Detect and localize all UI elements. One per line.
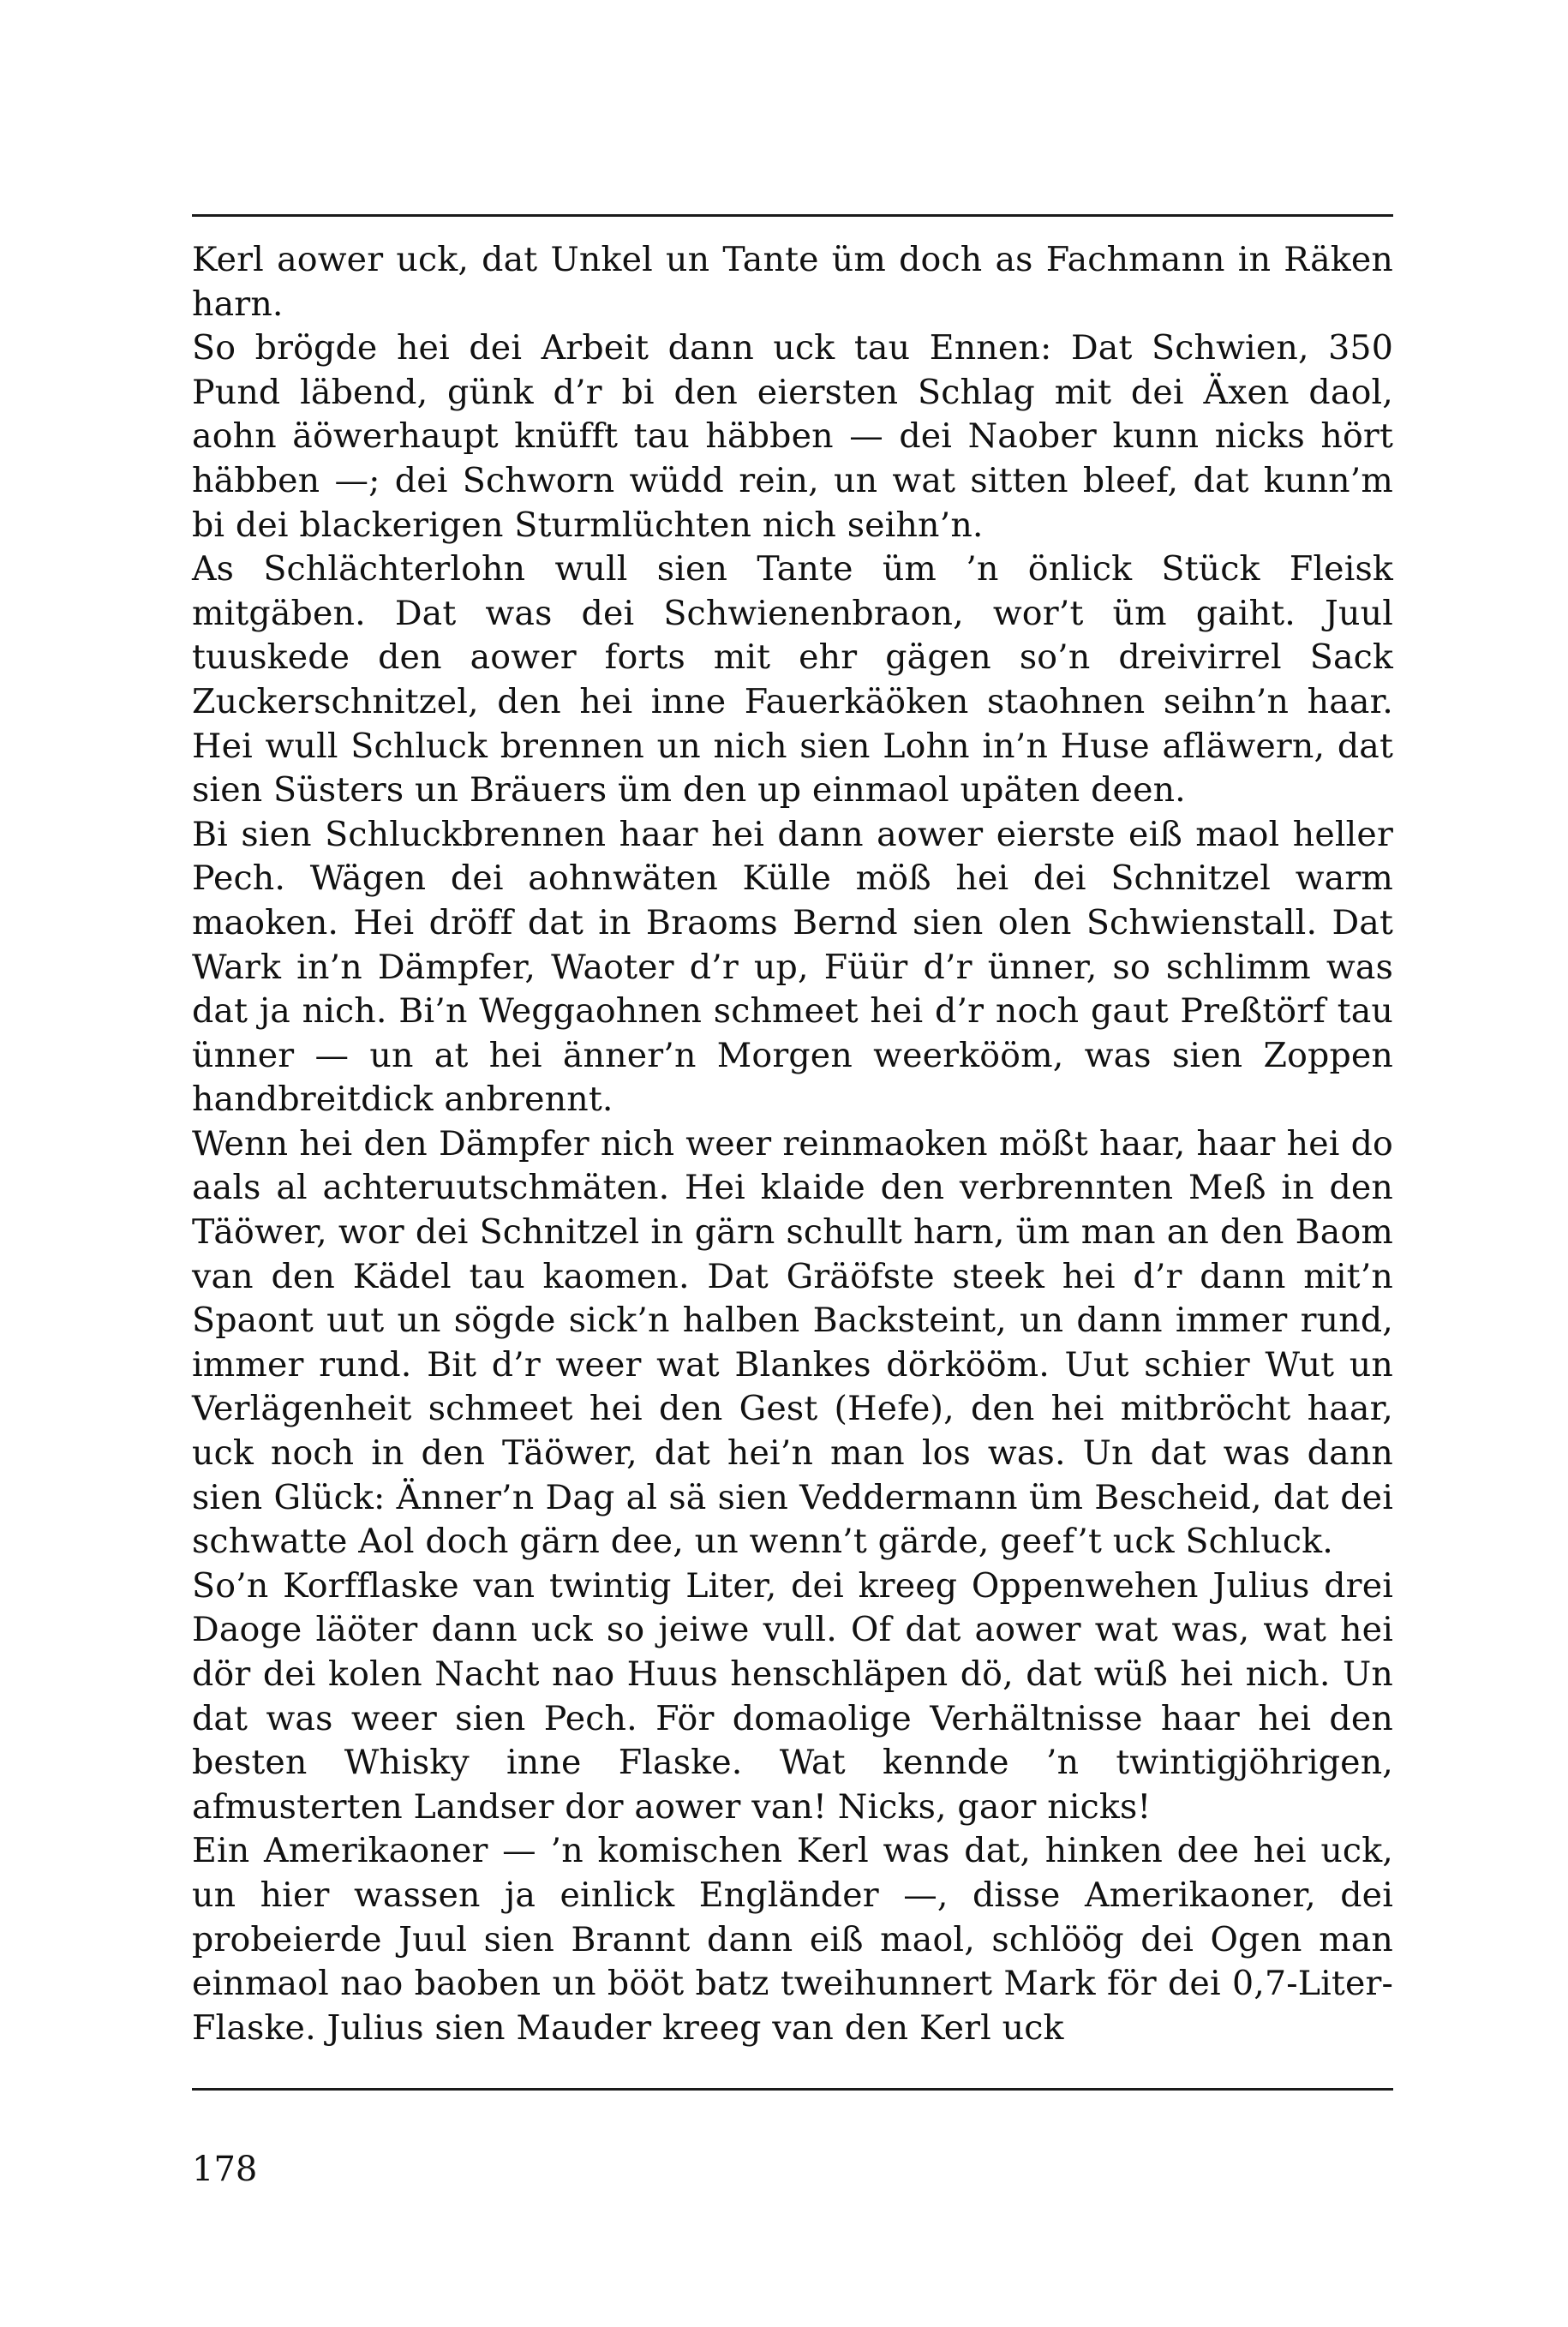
paragraph-7: Ein Amerikaoner — ’n komischen Kerl was dat, hinken dee hei uck, un hier wassen ja einlick Engländer —, disse Amerikaoner, dei probeierde Juul sien Brannt dann eiß maol, schlöög dei Ogen man einmaol nao baoben un bööt batz tweihunnert Mark för dei 0,7-Liter-Flaske. Julius sien Mauder kreeg van den Kerl uck (192, 1831, 1393, 2048)
bottom-rule (192, 2088, 1393, 2091)
paragraph-4: Bi sien Schluckbrennen haar hei dann aower eierste eiß maol heller Pech. Wägen dei aohnwäten Külle möß hei dei Schnitzel warm maoken. Hei dröff dat in Braoms Bernd sien olen Schwienstall. Dat Wark in’n Dämpfer, Waoter d’r up, Füür d’r ünner, so schlimm was dat ja nich. Bi’n Weggaohnen schmeet hei d’r noch gaut Preßtörf tau ünner — un at hei änner’n Morgen weerkööm, was sien Zoppen handbreitdick anbrennt. (192, 814, 1393, 1120)
paragraph-1: Kerl aower uck, dat Unkel un Tante üm doch as Fachmann in Räken harn. (192, 240, 1393, 324)
page-number: 178 (192, 2150, 258, 2189)
body-text (192, 238, 1393, 2050)
paragraph-5: Wenn hei den Dämpfer nich weer reinmaoken mößt haar, haar hei do aals al achteruutschmäten. Hei klaide den verbrennten Meß in den Täöwer, wor dei Schnitzel in gärn schullt harn, üm man an den Baom van den Kädel tau kaomen. Dat Gräöfste steek hei d’r dann mit’n Spaont uut un sögde sick’n halben Backsteint, un dann immer rund, immer rund. Bit d’r weer wat Blankes dörkööm. Uut schier Wut un Verlägenheit schmeet hei den Gest (Hefe), den hei mitbröcht haar, uck noch in den Täöwer, dat hei’n man los was. Un dat was dann sien Glück: Änner’n Dag al sä sien Veddermann üm Bescheid, dat dei schwatte Aol doch gärn dee, un wenn’t gärde, geef’t uck Schluck. (192, 1123, 1393, 1562)
paragraph-3: As Schlächterlohn wull sien Tante üm ’n önlick Stück Fleisk mitgäben. Dat was dei Schwienenbraon, wor’t üm gaiht. Juul tuuskede den aower forts mit ehr gägen so’n dreivirrel Sack Zuckerschnitzel, den hei inne Fauerkäöken staohnen seihn’n haar. Hei wull Schluck brennen un nich sien Lohn in’n Huse afläwern, dat sien Süsters un Bräuers üm den up einmaol upäten deen. (192, 549, 1393, 811)
top-rule (192, 214, 1393, 217)
paragraph-2: So brögde hei dei Arbeit dann uck tau Ennen: Dat Schwien, 350 Pund läbend, günk d’r bi den eiersten Schlag mit dei Äxen daol, aohn äöwerhaupt knüfft tau häbben — dei Naober kunn nicks hört häbben —; dei Schworn wüdd rein, un wat sitten bleef, dat kunn’m bi dei blackerigen Sturmlüchten nich seihn’n. (192, 328, 1393, 545)
paragraph-6: So’n Korfflaske van twintig Liter, dei kreeg Oppenwehen Julius drei Daoge läöter dann uck so jeiwe vull. Of dat aower wat was, wat hei dör dei kolen Nacht nao Huus henschläpen dö, dat wüß hei nich. Un dat was weer sien Pech. För domaolige Verhältnisse haar hei den besten Whisky inne Flaske. Wat kennde ’n twintigjöhrigen, afmusterten Landser dor aower van! Nicks, gaor nicks! (192, 1565, 1393, 1827)
